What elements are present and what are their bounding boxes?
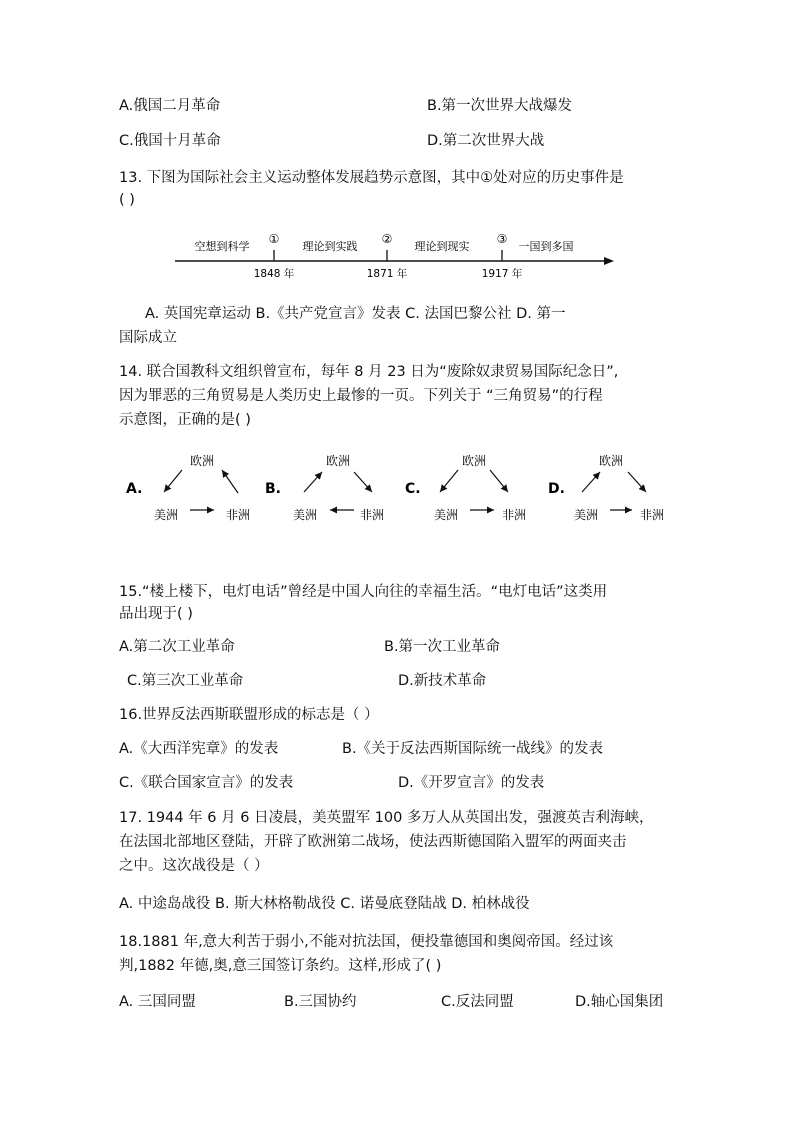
q12-option-a[interactable]: A.俄国二月革命 xyxy=(119,98,221,114)
q14-a-america: 美洲 xyxy=(153,508,179,522)
q18-option-a[interactable]: A. 三国同盟 xyxy=(119,994,196,1010)
q15-stem-line2: 品出现于( ) xyxy=(119,606,193,622)
q14-c-europe: 欧洲 xyxy=(461,454,487,468)
q14-d-africa: 非洲 xyxy=(639,508,665,522)
q16-option-b[interactable]: B.《关于反法西斯国际统一战线》的发表 xyxy=(342,741,604,757)
q14-b-america: 美洲 xyxy=(292,508,318,522)
q14-d-europe: 欧洲 xyxy=(598,454,624,468)
q18-option-d[interactable]: D.轴心国集团 xyxy=(575,994,664,1010)
q18-option-c[interactable]: C.反法同盟 xyxy=(441,994,514,1010)
q18-stem-line1: 18.1881 年,意大利苦于弱小,不能对抗法国，便投靠德国和奥阅帝国。经过该 xyxy=(119,934,614,950)
timeline-segment-1: 空想到科学 xyxy=(194,240,250,253)
q16-option-c[interactable]: C.《联合国家宣言》的发表 xyxy=(119,775,294,791)
q15-option-c[interactable]: C.第三次工业革命 xyxy=(127,673,244,689)
q18-stem-line2: 判,1882 年德,奥,意三国签订条约。这样,形成了( ) xyxy=(119,958,442,974)
q14-b-africa: 非洲 xyxy=(359,508,385,522)
timeline-segment-4: 一国到多国 xyxy=(518,240,574,253)
timeline-segment-3: 理论到现实 xyxy=(414,240,470,253)
q12-option-c[interactable]: C.俄国十月革命 xyxy=(119,133,221,149)
q14-letter-d: D. xyxy=(548,481,565,497)
q16-option-a[interactable]: A.《大西洋宪章》的发表 xyxy=(119,741,279,757)
q14-a-africa: 非洲 xyxy=(225,508,251,522)
q14-d-america: 美洲 xyxy=(573,508,599,522)
timeline-marker-2: ② xyxy=(381,232,393,246)
q13-timeline xyxy=(170,228,620,283)
q16-option-d[interactable]: D.《开罗宣言》的发表 xyxy=(398,775,545,791)
q17-options-line[interactable]: A. 中途岛战役 B. 斯大林格勒战役 C. 诺曼底登陆战 D. 柏林战役 xyxy=(119,896,530,912)
q17-stem-line1: 17. 1944 年 6 月 6 日凌晨，美英盟军 100 多万人从英国出发，强渡英吉利海峡， xyxy=(119,810,654,826)
q13-stem-line1: 13. 下图为国际社会主义运动整体发展趋势示意图，其中①处对应的历史事件是 xyxy=(119,170,624,186)
q14-letter-b: B. xyxy=(265,481,281,497)
timeline-year-1848: 1848 年 xyxy=(253,268,295,280)
q13-options-line1[interactable]: A. 英国宪章运动 B.《共产党宣言》发表 C. 法国巴黎公社 D. 第一 xyxy=(145,306,566,322)
q17-stem-line3: 之中。这次战役是（ ） xyxy=(119,858,269,874)
q14-c-america: 美洲 xyxy=(433,508,459,522)
q15-stem-line1: 15.“楼上楼下，电灯电话”曾经是中国人向往的幸福生活。“电灯电话”这类用 xyxy=(119,584,608,600)
q14-stem-line1: 14. 联合国教科文组织曾宣布，每年 8 月 23 日为“废除奴隶贸易国际纪念日”, xyxy=(119,364,619,380)
q14-option-c-diagram[interactable] xyxy=(405,454,526,522)
q15-option-a[interactable]: A.第二次工业革命 xyxy=(119,639,235,655)
q14-stem-line2: 因为罪恶的三角贸易是人类历史上最惨的一页。下列关于 “三角贸易”的行程 xyxy=(119,388,603,404)
timeline-year-1871: 1871 年 xyxy=(366,268,408,280)
q12-option-b[interactable]: B.第一次世界大战爆发 xyxy=(427,98,573,114)
q14-stem-line3: 示意图，正确的是( ) xyxy=(119,412,251,428)
q17-stem-line2: 在法国北部地区登陆，开辟了欧洲第二战场，使法西斯德国陷入盟军的两面夹击 xyxy=(119,834,627,850)
timeline-segment-2: 理论到实践 xyxy=(302,240,358,253)
q14-option-b-diagram[interactable] xyxy=(265,454,384,522)
q14-c-africa: 非洲 xyxy=(501,508,527,522)
q13-stem-line2: ( ) xyxy=(119,192,135,208)
q18-option-b[interactable]: B.三国协约 xyxy=(284,994,357,1010)
q15-option-b[interactable]: B.第一次工业革命 xyxy=(384,639,501,655)
q14-b-europe: 欧洲 xyxy=(325,454,351,468)
q14-letter-a: A. xyxy=(126,481,143,497)
timeline-year-1917: 1917 年 xyxy=(481,268,523,280)
timeline-marker-1: ① xyxy=(268,232,280,246)
q14-option-d-diagram[interactable] xyxy=(548,454,664,522)
q12-option-d[interactable]: D.第二次世界大战 xyxy=(427,133,545,149)
q14-letter-c: C. xyxy=(405,481,421,497)
q16-stem: 16.世界反法西斯联盟形成的标志是（ ） xyxy=(119,707,379,723)
q14-diagrams xyxy=(120,445,680,530)
q15-option-d[interactable]: D.新技术革命 xyxy=(398,673,487,689)
q14-a-europe: 欧洲 xyxy=(189,454,215,468)
timeline-marker-3: ③ xyxy=(496,232,508,246)
q14-option-a-diagram[interactable] xyxy=(126,454,250,522)
q13-options-line2: 国际成立 xyxy=(119,330,177,346)
